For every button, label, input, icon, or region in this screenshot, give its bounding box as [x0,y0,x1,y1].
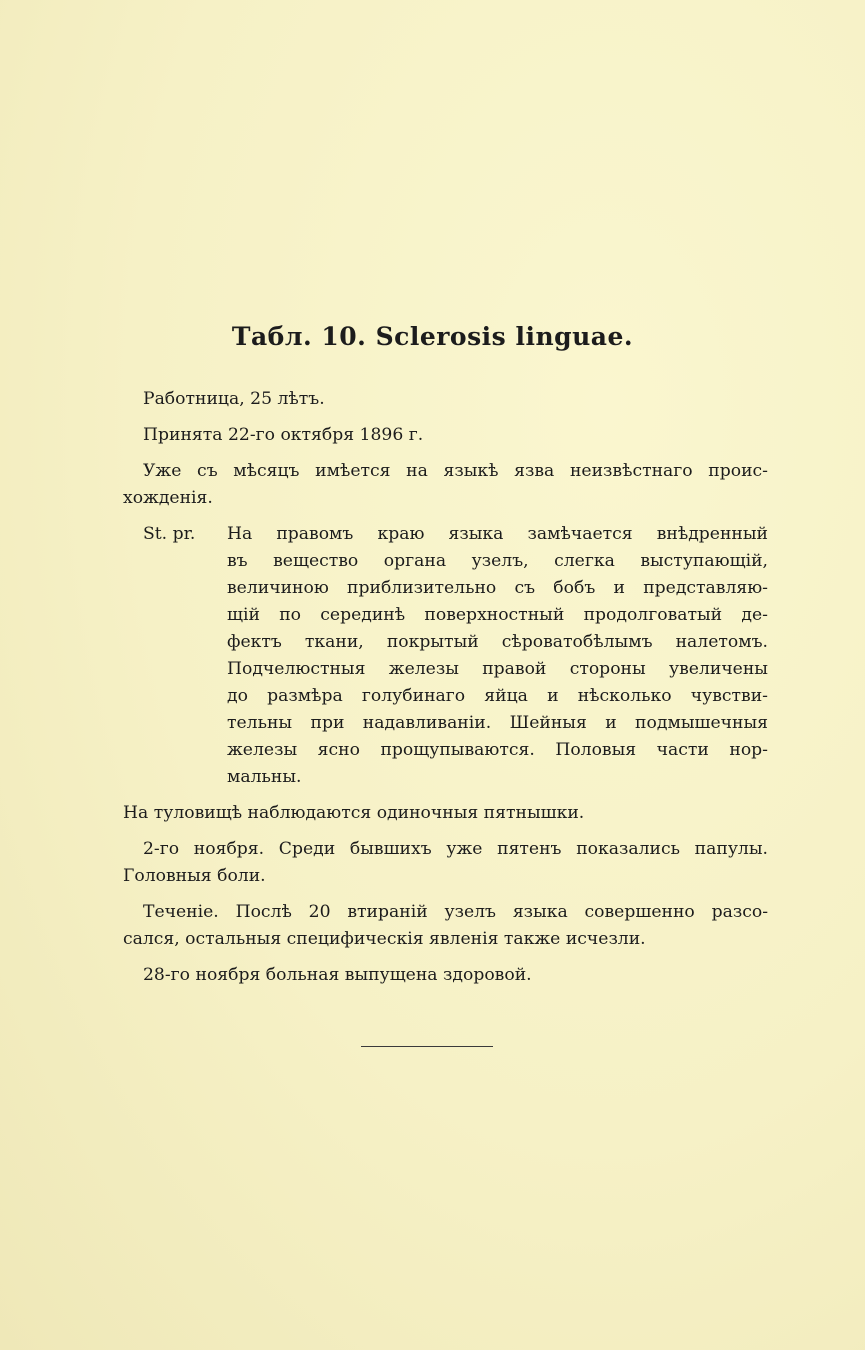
patient-description: Работница, 25 лѣтъ. [143,389,325,409]
status-line: тельны при надавливаніи. Шейныя и подмышечныя [227,713,768,733]
admission-date: Принята 22-го октября 1896 г. [143,425,424,445]
status-line: железы ясно прощупываются. Половыя части нор- [227,740,768,760]
course-line-1: Теченіе. Послѣ 20 втираній узелъ языка совершенно разсо- [143,902,768,922]
page-title: Табл. 10. Sclerosis linguae. [231,322,634,351]
status-line: фектъ ткани, покрытый сѣроватобѣлымъ налетомъ. [227,632,768,652]
status-praesens [123,521,768,791]
status-label: St. pr. [143,524,196,544]
document-body [123,386,768,989]
status-line: Подчелюстныя железы правой стороны увеличены [227,659,768,679]
history-line-1: Уже съ мѣсяцъ имѣется на языкѣ язва неизвѣстнаго проис- [143,461,768,481]
divider-rule [361,1046,493,1047]
status-line: На правомъ краю языка замѣчается внѣдренный [227,524,768,544]
status-line: въ вещество органа узелъ, слегка выступающій, [227,551,768,571]
status-line: величиною приблизительно съ бобъ и представляю- [227,578,768,598]
discharge-note: 28-го ноября больная выпущена здоровой. [143,965,532,985]
nov2-line-2: Головныя боли. [123,866,266,886]
history-line-2: хожденія. [123,488,213,508]
status-text [227,521,768,791]
torso-observation: На туловищѣ наблюдаются одиночныя пятнышки. [123,803,585,823]
nov2-line-1: 2-го ноября. Среди бывшихъ уже пятенъ показались папулы. [143,839,768,859]
course-line-2: сался, остальныя специфическія явленія также исчезли. [123,929,646,949]
status-line: щій по серединѣ поверхностный продолговатый де- [227,605,768,625]
status-line: до размѣра голубинаго яйца и нѣсколько чувстви- [227,686,768,706]
status-line: мальны. [227,767,302,787]
